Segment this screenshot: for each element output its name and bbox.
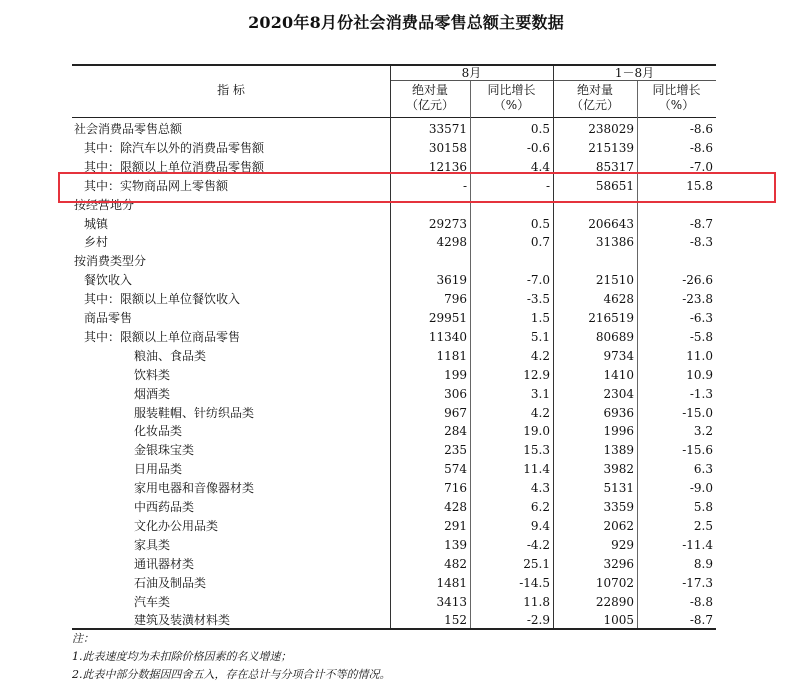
cell-ytd-yoy: -6.3 — [689, 311, 713, 325]
cell-ytd-yoy: 6.3 — [693, 462, 713, 477]
row-label: 烟酒类 — [134, 386, 171, 401]
cell-ytd-yoy: -23.8 — [682, 292, 713, 307]
cell-ytd-abs: 5131 — [603, 481, 634, 496]
cell-ytd-abs: 3359 — [603, 500, 634, 514]
row-label: 化妆品类 — [134, 424, 183, 439]
table-row — [72, 233, 716, 252]
cell-aug-yoy: - — [545, 178, 550, 193]
cell-ytd-abs: 1389 — [603, 443, 634, 458]
cell-aug-yoy: -0.6 — [526, 140, 550, 155]
row-label: 家具类 — [134, 537, 171, 552]
cell-aug-abs: 199 — [444, 367, 467, 382]
cell-ytd-yoy: 5.8 — [693, 500, 713, 514]
cell-aug-yoy: 11.4 — [523, 462, 550, 477]
cell-ytd-abs: 216519 — [588, 311, 634, 325]
cell-ytd-yoy: -5.8 — [689, 329, 713, 344]
cell-aug-yoy: 11.8 — [523, 594, 550, 609]
cell-ytd-yoy: -8.7 — [689, 216, 713, 231]
cell-aug-abs: 284 — [444, 424, 467, 439]
cell-aug-abs: 574 — [444, 462, 467, 477]
cell-aug-abs: 967 — [444, 405, 467, 420]
table-row — [72, 611, 716, 630]
cell-aug-yoy: 25.1 — [523, 556, 550, 571]
row-label: 城镇 — [84, 216, 109, 231]
note-2: 2.此表中部分数据因四舍五入，存在总计与分项合计不等的情况。 — [72, 668, 391, 681]
cell-aug-abs: 4298 — [436, 235, 467, 250]
cell-aug-abs: 33571 — [428, 122, 467, 136]
table-row — [72, 404, 716, 423]
cell-ytd-yoy: -15.6 — [682, 443, 713, 458]
cell-ytd-abs: 31386 — [595, 235, 634, 250]
table-row — [72, 422, 716, 441]
table-row — [72, 441, 716, 460]
cell-ytd-abs: 3296 — [603, 556, 634, 571]
cell-aug-abs: - — [462, 178, 467, 193]
table-row — [72, 555, 716, 574]
cell-aug-yoy: 9.4 — [530, 518, 550, 533]
cell-ytd-yoy: -11.4 — [682, 537, 713, 552]
cell-aug-yoy: 4.2 — [530, 348, 550, 363]
table-row — [72, 479, 716, 498]
cell-ytd-yoy: -15.0 — [682, 405, 713, 420]
cell-ytd-yoy: -8.6 — [689, 140, 713, 155]
header-ytd-abs-unit: （亿元） — [570, 98, 619, 112]
table-row — [72, 215, 716, 234]
cell-ytd-abs: 238029 — [588, 122, 634, 136]
cell-ytd-abs: 206643 — [588, 216, 634, 231]
cell-aug-abs: 3413 — [436, 594, 467, 609]
cell-ytd-abs: 1005 — [603, 613, 634, 628]
cell-ytd-yoy: -8.6 — [689, 122, 713, 136]
header-ytd-abs — [553, 83, 637, 113]
table-row — [72, 385, 716, 404]
cell-aug-yoy: 6.2 — [530, 500, 550, 514]
table-row — [72, 498, 716, 517]
table-row — [72, 366, 716, 385]
cell-aug-yoy: -2.9 — [526, 613, 550, 628]
cell-aug-yoy: 3.1 — [530, 386, 550, 401]
cell-ytd-yoy: -1.3 — [689, 386, 713, 401]
notes-head: 注： — [72, 632, 94, 645]
row-label: 服装鞋帽、针纺织品类 — [134, 405, 255, 420]
cell-ytd-yoy: -17.3 — [682, 575, 713, 590]
row-label: 其中：实物商品网上零售额 — [84, 178, 229, 193]
cell-aug-yoy: 12.9 — [523, 367, 550, 382]
cell-aug-yoy: 19.0 — [523, 424, 550, 439]
cell-ytd-abs: 2304 — [603, 386, 634, 401]
cell-aug-abs: 29951 — [428, 311, 467, 325]
cell-aug-yoy: 4.2 — [530, 405, 550, 420]
cell-ytd-yoy: -7.0 — [689, 159, 713, 174]
cell-ytd-yoy: 10.9 — [686, 367, 713, 382]
cell-aug-yoy: 0.5 — [530, 216, 550, 231]
cell-aug-abs: 796 — [444, 292, 467, 307]
table-row — [72, 536, 716, 555]
row-label: 其中：限额以上单位餐饮收入 — [84, 292, 241, 307]
table-row — [72, 460, 716, 479]
row-label: 家用电器和音像器材类 — [134, 481, 255, 496]
header-ytd-yoy — [637, 83, 716, 113]
cell-aug-abs: 139 — [444, 537, 467, 552]
header-ytd-abs-label: 绝对量 — [576, 83, 613, 97]
cell-aug-yoy: 0.7 — [530, 235, 550, 250]
row-label: 社会消费品零售总额 — [74, 122, 183, 136]
cell-ytd-yoy: 3.2 — [693, 424, 713, 439]
cell-aug-yoy: 0.5 — [530, 122, 550, 136]
cell-aug-abs: 11340 — [428, 329, 467, 344]
table-row — [72, 309, 716, 328]
cell-aug-yoy: 4.3 — [530, 481, 550, 496]
highlight-box — [58, 172, 776, 203]
cell-ytd-yoy: 11.0 — [686, 348, 713, 363]
cell-ytd-yoy: 15.8 — [686, 178, 713, 193]
cell-ytd-abs: 21510 — [595, 273, 634, 288]
header-bottom-rule — [72, 117, 716, 118]
row-label: 文化办公用品类 — [134, 518, 219, 533]
row-label: 金银珠宝类 — [134, 443, 195, 458]
row-label: 日用品类 — [134, 462, 183, 477]
table-row — [72, 271, 716, 290]
row-label: 乡村 — [84, 235, 109, 250]
cell-ytd-yoy: -8.7 — [689, 613, 713, 628]
header-ytd-yoy-label: 同比增长 — [652, 83, 701, 97]
cell-ytd-abs: 9734 — [603, 348, 634, 363]
cell-aug-abs: 1481 — [436, 575, 467, 590]
table-row — [72, 290, 716, 309]
header-aug-abs-label: 绝对量 — [411, 83, 448, 97]
cell-ytd-abs: 1996 — [603, 424, 634, 439]
header-ytd-yoy-unit: （%） — [658, 98, 695, 112]
cell-aug-abs: 1181 — [436, 348, 467, 363]
header-jan-aug: 1－8月 — [614, 66, 655, 80]
row-label: 中西药品类 — [134, 500, 195, 514]
table-row — [72, 593, 716, 612]
cell-aug-abs: 482 — [444, 556, 467, 571]
cell-aug-yoy: 1.5 — [530, 311, 550, 325]
table-row — [72, 252, 716, 271]
header-aug-abs-unit: （亿元） — [405, 98, 454, 112]
row-label: 石油及制品类 — [134, 575, 207, 590]
table-row — [72, 120, 716, 139]
cell-ytd-abs: 3982 — [603, 462, 634, 477]
header-indicator: 指 标 — [217, 83, 245, 97]
cell-ytd-abs: 929 — [611, 537, 634, 552]
cell-aug-yoy: 4.4 — [530, 159, 550, 174]
page-title: 2020年8月份社会消费品零售总额主要数据 — [248, 13, 564, 32]
row-label: 粮油、食品类 — [134, 348, 207, 363]
cell-ytd-yoy: -8.8 — [689, 594, 713, 609]
table-row — [72, 574, 716, 593]
cell-aug-abs: 152 — [444, 613, 467, 628]
header-aug-abs — [390, 83, 470, 113]
cell-aug-abs: 716 — [444, 481, 467, 496]
cell-ytd-yoy: 8.9 — [693, 556, 713, 571]
cell-aug-yoy: -14.5 — [519, 575, 550, 590]
cell-ytd-yoy: -8.3 — [689, 235, 713, 250]
cell-aug-abs: 12136 — [428, 159, 467, 174]
cell-ytd-abs: 80689 — [595, 329, 634, 344]
cell-ytd-yoy: -9.0 — [689, 481, 713, 496]
row-label: 商品零售 — [84, 311, 133, 325]
header-aug-yoy-unit: （%） — [493, 98, 530, 112]
header-aug: 8月 — [461, 66, 482, 80]
cell-ytd-abs: 4628 — [603, 292, 634, 307]
row-label: 其中：限额以上单位消费品零售额 — [84, 159, 265, 174]
cell-aug-abs: 306 — [444, 386, 467, 401]
cell-aug-yoy: -3.5 — [526, 292, 550, 307]
cell-aug-abs: 291 — [444, 518, 467, 533]
cell-ytd-abs: 10702 — [595, 575, 634, 590]
cell-ytd-abs: 6936 — [603, 405, 634, 420]
header-aug-yoy — [470, 83, 553, 113]
cell-aug-yoy: 5.1 — [530, 329, 550, 344]
cell-aug-abs: 3619 — [436, 273, 467, 288]
row-label: 其中：除汽车以外的消费品零售额 — [84, 140, 265, 155]
table-row — [72, 139, 716, 158]
cell-ytd-yoy: -26.6 — [682, 273, 713, 288]
table-row — [72, 347, 716, 366]
header-aug-yoy-label: 同比增长 — [487, 83, 536, 97]
cell-ytd-abs: 215139 — [588, 140, 634, 155]
cell-ytd-abs: 58651 — [595, 178, 634, 193]
cell-ytd-abs: 22890 — [595, 594, 634, 609]
cell-aug-yoy: -7.0 — [526, 273, 550, 288]
row-label: 餐饮收入 — [84, 273, 133, 288]
cell-ytd-abs: 1410 — [603, 367, 634, 382]
table-row — [72, 328, 716, 347]
row-label: 按经营地分 — [74, 197, 135, 212]
cell-ytd-abs: 2062 — [603, 518, 634, 533]
row-label: 其中：限额以上单位商品零售 — [84, 329, 241, 344]
cell-ytd-yoy: 2.5 — [693, 518, 713, 533]
row-label: 汽车类 — [134, 594, 171, 609]
cell-ytd-abs: 85317 — [595, 159, 634, 174]
cell-aug-abs: 29273 — [428, 216, 467, 231]
cell-aug-abs: 428 — [444, 500, 467, 514]
row-label: 建筑及装潢材料类 — [134, 613, 231, 628]
cell-aug-abs: 235 — [444, 443, 467, 458]
row-label: 通讯器材类 — [134, 556, 195, 571]
row-label: 按消费类型分 — [74, 254, 147, 269]
cell-aug-yoy: -4.2 — [526, 537, 550, 552]
table-row — [72, 517, 716, 536]
cell-aug-yoy: 15.3 — [523, 443, 550, 458]
note-1: 1.此表速度均为未扣除价格因素的名义增速； — [72, 650, 292, 663]
row-label: 饮料类 — [134, 367, 171, 382]
cell-aug-abs: 30158 — [428, 140, 467, 155]
